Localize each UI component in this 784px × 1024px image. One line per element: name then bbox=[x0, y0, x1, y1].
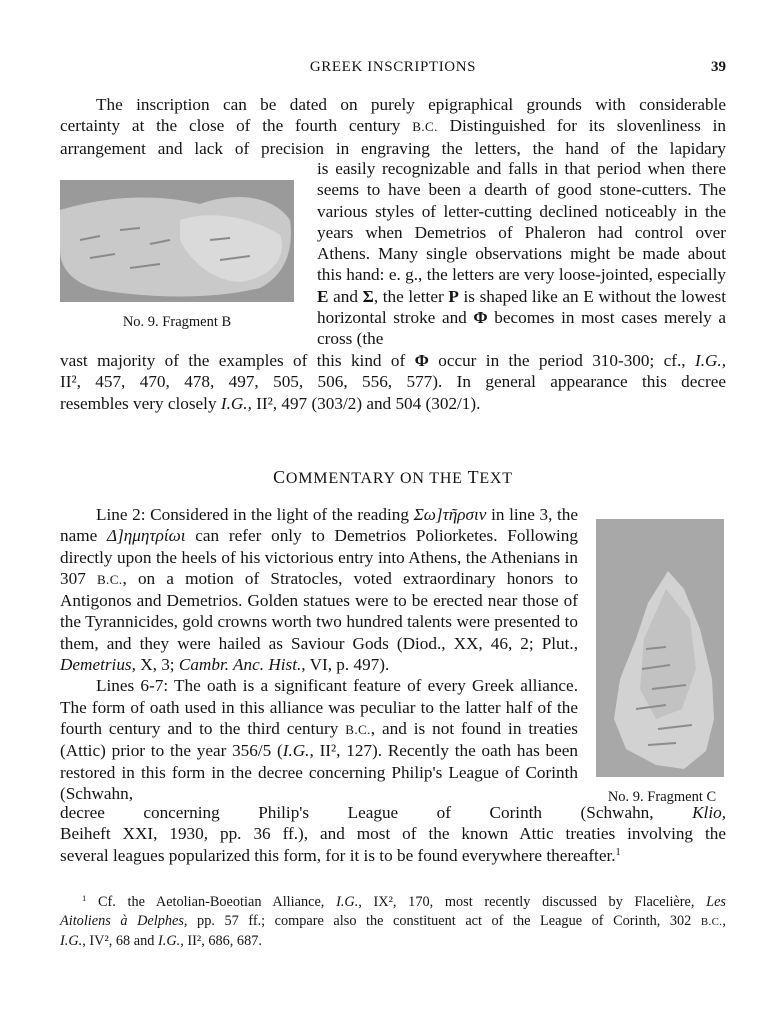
commentary-continuation: decree concerning Philip's League of Corinth (Schwahn, Klio, Beiheft XXI, 1930, pp. 36 ff.), and most of the known Attic treaties involving the several leagues popularized this form, for it is to be found everywhere thereafter.$^1$ bbox=[60, 803, 726, 865]
commentary-line-2: Line 2: Considered in the light of the reading Σω]τῆρσιν in line 3, the name Δ]ημητρίωι can refer only to Demetrios Poliorketes. Following directly upon the heels of his victorious entry into Athens, the Athenians in 307 B.C., on a motion of Stratocles, voted extraordinary honors to Antigonos and Demetrios. Golden statues were to be erected near those of the Tyrannicides, gold crowns worth two hundred talents were presented to them, and they were hailed as Saviour Gods (Diod., XX, 46, 2; Plut., Demetrius, X, 3; Cambr. Anc. Hist., VI, p. 497). bbox=[60, 505, 578, 675]
stone-fragment-b-image bbox=[60, 180, 294, 302]
footnote-1: $^1$ Cf. the Aetolian-Boeotian Alliance, I.G., IX², 170, most recently discussed by Flacelière, Les Aitoliens à Delphes, pp. 57 ff.; compare also the constituent act of the League of Corinth, 302 B.C., I.G., IV², 68 and I.G., II², 686, 687. bbox=[60, 892, 726, 949]
commentary-column bbox=[60, 504, 578, 804]
running-title: GREEK INSCRIPTIONS bbox=[309, 59, 477, 75]
running-header bbox=[60, 59, 726, 81]
stone-fragment-c-image bbox=[596, 519, 724, 777]
fragment-c-caption: No. 9. Fragment C bbox=[607, 789, 717, 805]
fragment-b-photo bbox=[60, 180, 294, 302]
fragment-b-caption: No. 9. Fragment B bbox=[122, 314, 232, 330]
commentary-lines-6-7: Lines 6-7: The oath is a significant feature of every Greek alliance. The form of oath used in this alliance was peculiar to the latter half of the fourth century and to the third century B.C., and is not found in treaties (Attic) prior to the year 356/5 (I.G., II², 127). Recently the oath has been restored in this form in the decree concerning Philip's League of Corinth (Schwahn, bbox=[60, 676, 578, 803]
paragraph-lapidary-hand: is easily recognizable and falls in that period when there seems to have been a dearth of good stone-cutters. The various styles of letter-cutting declined noticeably in the years when Demetrios of Phaleron had control over Athens. Many single observations might be made about this hand: e. g., the letters are very loose-jointed, especially E and Σ, the letter P is shaped like an E without the lowest horizontal stroke and Φ becomes in most cases merely a cross (the bbox=[317, 159, 726, 349]
commentary-heading: COMMENTARY ON THE TEXT bbox=[273, 467, 513, 487]
fragment-c-photo bbox=[596, 519, 724, 777]
paragraph-dating-intro: The inscription can be dated on purely epigraphical grounds with considerable certainty at the close of the fourth century B.C. Distinguished for its slovenliness in arrangement and lack of precision in engraving the letters, the hand of the lapidary bbox=[60, 95, 726, 158]
footnote-marker: 1 bbox=[615, 846, 621, 858]
page-number: 39 bbox=[711, 59, 726, 75]
paragraph-continuation: vast majority of the examples of this kind of Φ occur in the period 310-300; cf., I.G., II², 457, 470, 478, 497, 505, 506, 556, 577). In general appearance this decree resembles very closely I.G., II², 497 (303/2) and 504 (302/1). bbox=[60, 351, 727, 413]
